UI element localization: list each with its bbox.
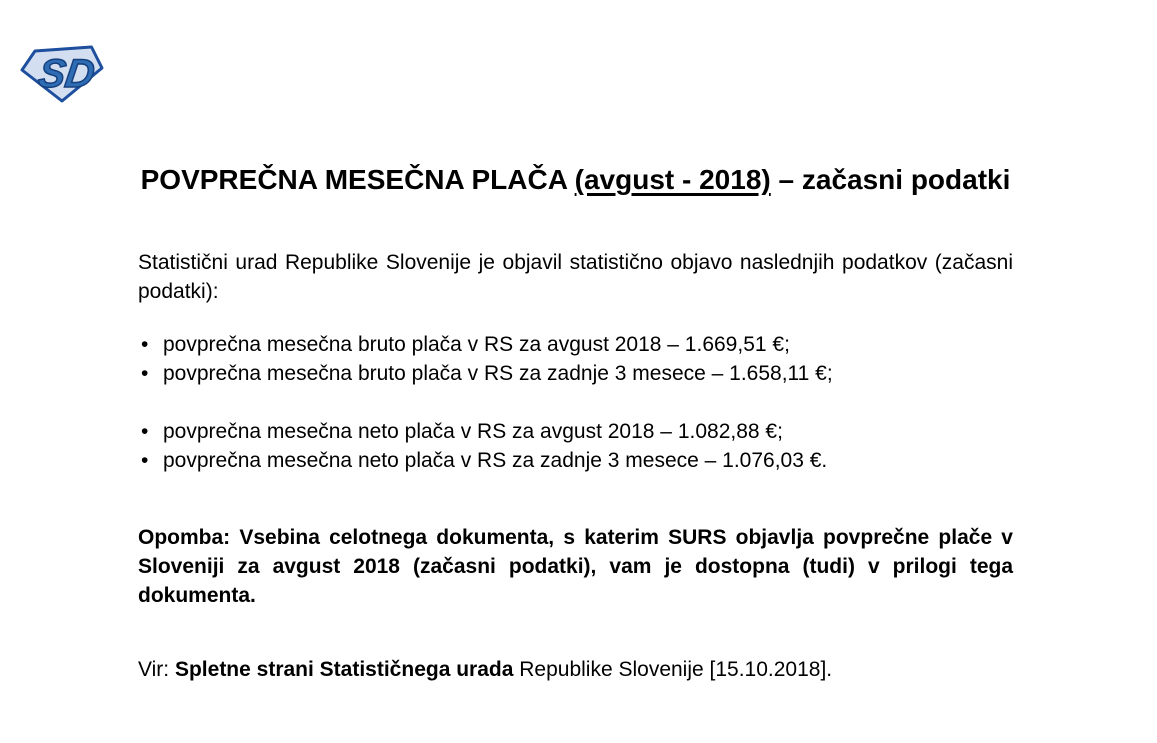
source-emphasis: Spletne strani Statističnega urada <box>174 658 514 681</box>
logo-letters: SD <box>35 51 98 96</box>
document-content <box>138 0 1013 684</box>
sd-diamond-shield-icon <box>19 44 105 104</box>
list-item-bruto-3-mesece: • povprečna mesečna bruto plača v RS za zadnje 3 mesece – 1.658,11 €; <box>138 359 1013 388</box>
source-line <box>138 655 1013 684</box>
sd-logo <box>19 44 105 104</box>
page-title <box>138 160 1013 200</box>
title-prefix: POVPREČNA MESEČNA PLAČA <box>140 164 575 195</box>
list-item-neto-avgust: • povprečna mesečna neto plača v RS za avgust 2018 – 1.082,88 €; <box>138 417 1013 446</box>
title-underlined-period: (avgust - 2018) <box>574 164 771 195</box>
list-item-neto-3-mesece: • povprečna mesečna neto plača v RS za zadnje 3 mesece – 1.076,03 €. <box>138 446 1013 475</box>
source-prefix: Vir: <box>138 658 175 681</box>
title-suffix: – začasni podatki <box>770 164 1011 195</box>
bullet-list-neto <box>138 417 1013 475</box>
source-suffix: Republike Slovenije [15.10.2018]. <box>513 658 833 681</box>
note-paragraph: Opomba: Vsebina celotnega dokumenta, s katerim SURS objavlja povprečne plače v Sloveniji za avgust 2018 (začasni podatki), vam je dostopna (tudi) v prilogi tega dokumenta. <box>138 526 1013 607</box>
list-item-bruto-avgust: • povprečna mesečna bruto plača v RS za avgust 2018 – 1.669,51 €; <box>138 330 1013 359</box>
bullet-list-bruto <box>138 330 1013 388</box>
intro-paragraph: Statistični urad Republike Slovenije je objavil statistično objavo naslednjih podatkov (začasni podatki): <box>138 251 1013 303</box>
